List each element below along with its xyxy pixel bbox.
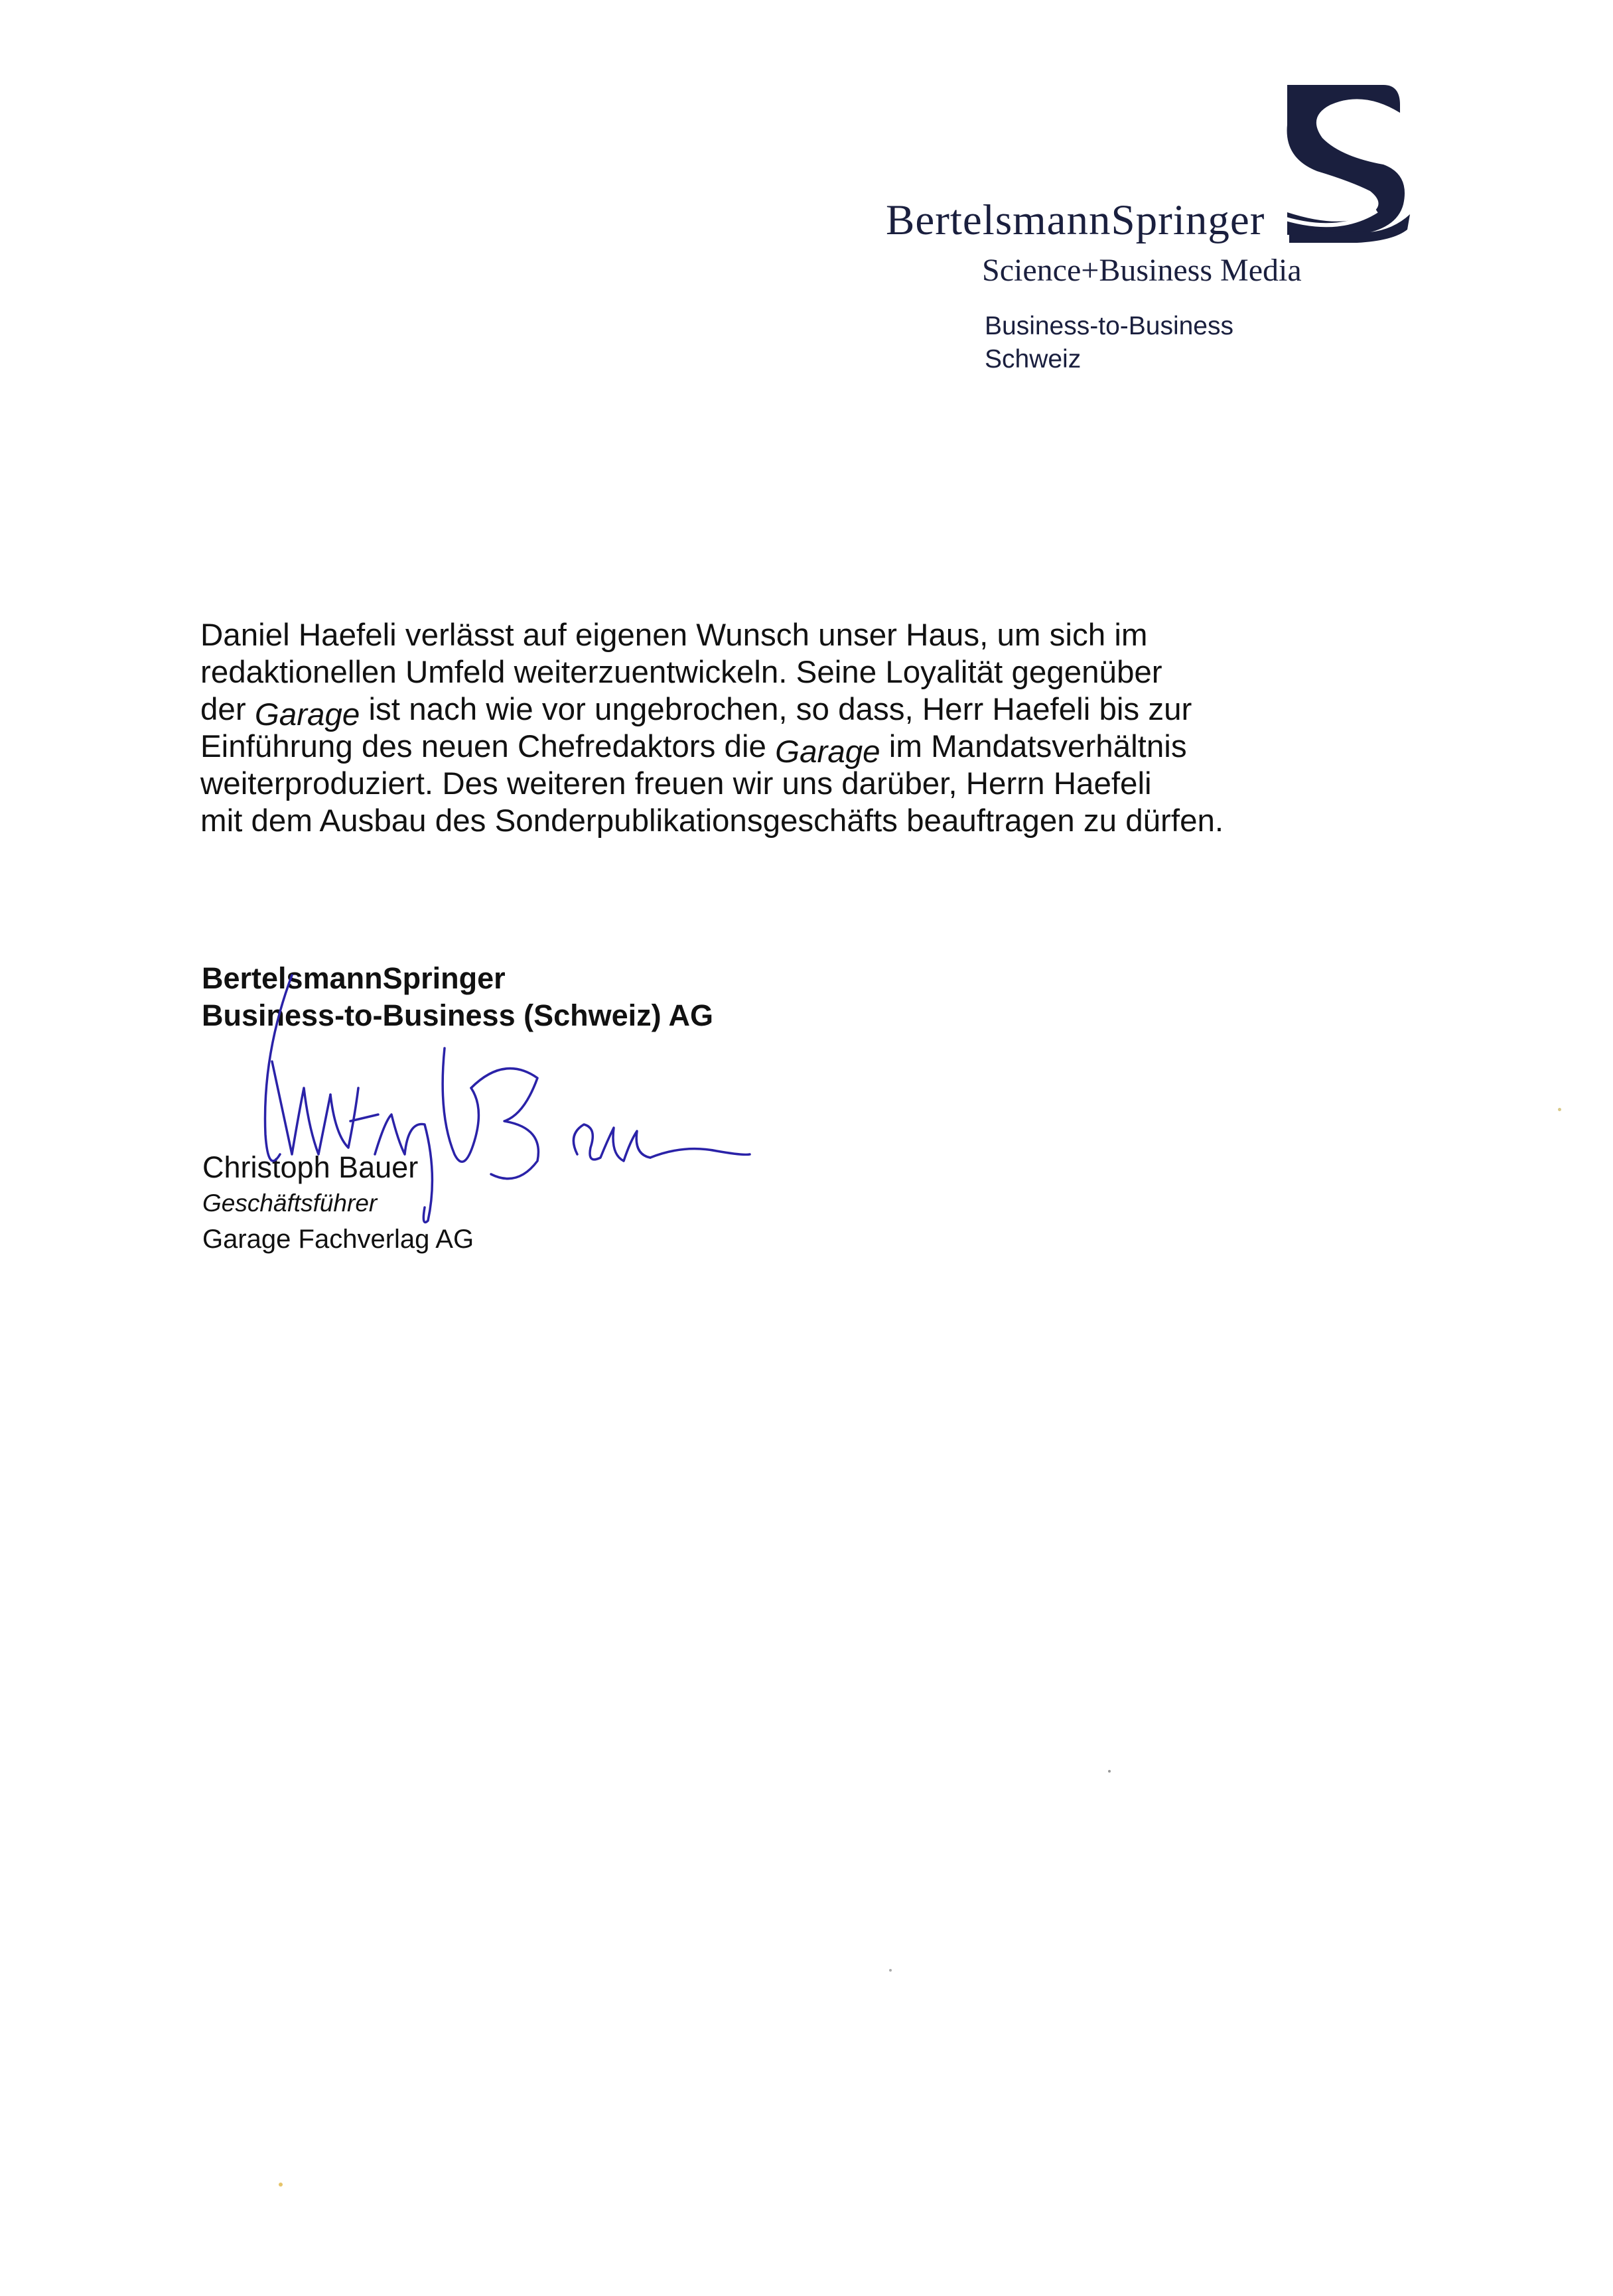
bertelsmann-springer-s-logo-icon — [1277, 78, 1410, 244]
closing-company-line-2: Business-to-Business (Schweiz) AG — [202, 998, 713, 1032]
body-line-6: mit dem Ausbau des Sonderpublikationsgeschäfts beauftragen zu dürfen. — [200, 803, 1224, 839]
body-line-4-text-end: im Mandatsverhältnis — [888, 729, 1187, 764]
closing-company-line-1: BertelsmannSpringer — [202, 961, 506, 995]
body-line-2: redaktionellen Umfeld weiterzuentwickeln. Seine Loyalität gegenüber — [200, 655, 1162, 690]
body-line-3-text: ist nach wie vor ungebrochen, so dass, Herr Haefeli bis zur — [368, 692, 1192, 727]
paper-speck — [1558, 1108, 1561, 1111]
body-line-5: weiterproduziert. Des weiteren freuen wir uns darüber, Herrn Haefeli — [200, 766, 1152, 801]
body-word-der: der — [200, 692, 246, 727]
body-line-3 — [200, 691, 1328, 732]
brand-subtitle: Science+Business Media — [982, 253, 1302, 288]
body-line-4-text: Einführung des neuen Chefredaktors die — [200, 729, 766, 764]
division-line-2: Schweiz — [985, 345, 1082, 373]
letterhead — [0, 0, 1613, 398]
signatory-company: Garage Fachverlag AG — [202, 1225, 474, 1254]
signatory-role: Geschäftsführer — [202, 1189, 378, 1217]
brand-name: BertelsmannSpringer — [886, 196, 1265, 244]
handwritten-signature-icon — [226, 955, 770, 1241]
magazine-name: Garage — [254, 697, 360, 732]
body-line-4 — [200, 728, 1328, 770]
paper-speck — [889, 1969, 892, 1972]
body-line-1: Daniel Haefeli verlässt auf eigenen Wunsch unser Haus, um sich im — [200, 618, 1148, 653]
magazine-name: Garage — [775, 734, 880, 770]
letter-body — [200, 617, 1328, 840]
signatory-name: Christoph Bauer — [202, 1150, 419, 1184]
paper-speck — [1108, 1770, 1111, 1773]
paper-speck — [279, 2183, 283, 2187]
division-line-1: Business-to-Business — [985, 312, 1233, 340]
